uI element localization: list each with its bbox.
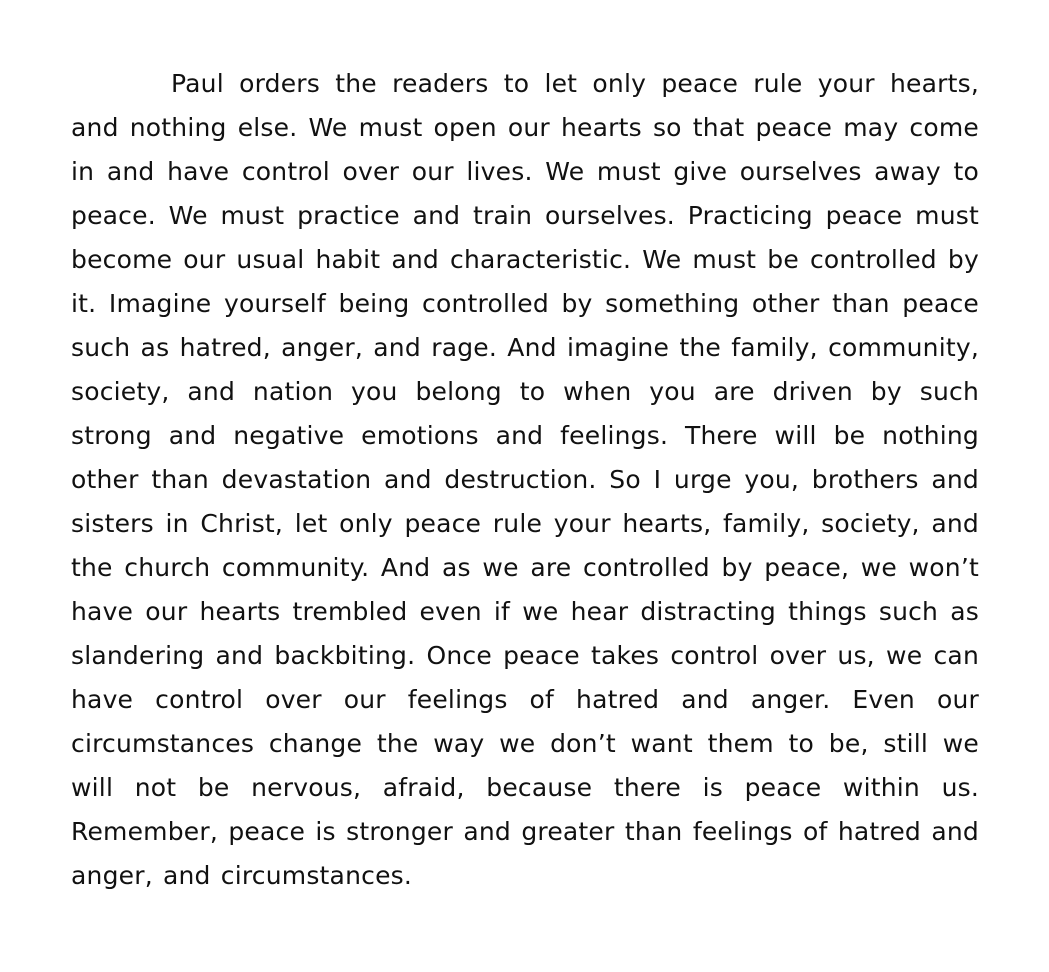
document-page	[71, 62, 979, 898]
body-paragraph: Paul orders the readers to let only peace rule your hearts, and nothing else. We must open our hearts so that peace may come in and have control over our lives. We must give ourselves away to peace. We must practice and train ourselves. Practicing peace must become our usual habit and characteristic. We must be controlled by it. Imagine yourself being controlled by something other than peace such as hatred, anger, and rage. And imagine the family, community, society, and nation you belong to when you are driven by such strong and negative emotions and feelings. There will be nothing other than devastation and destruction. So I urge you, brothers and sisters in Christ, let only peace rule your hearts, family, society, and the church community. And as we are controlled by peace, we won’t have our hearts trembled even if we hear distracting things such as slandering and backbiting. Once peace takes control over us, we can have control over our feelings of hatred and anger. Even our circumstances change the way we don’t want them to be, still we will not be nervous, afraid, because there is peace within us. Remember, peace is stronger and greater than feelings of hatred and anger, and circumstances.	[71, 69, 979, 890]
